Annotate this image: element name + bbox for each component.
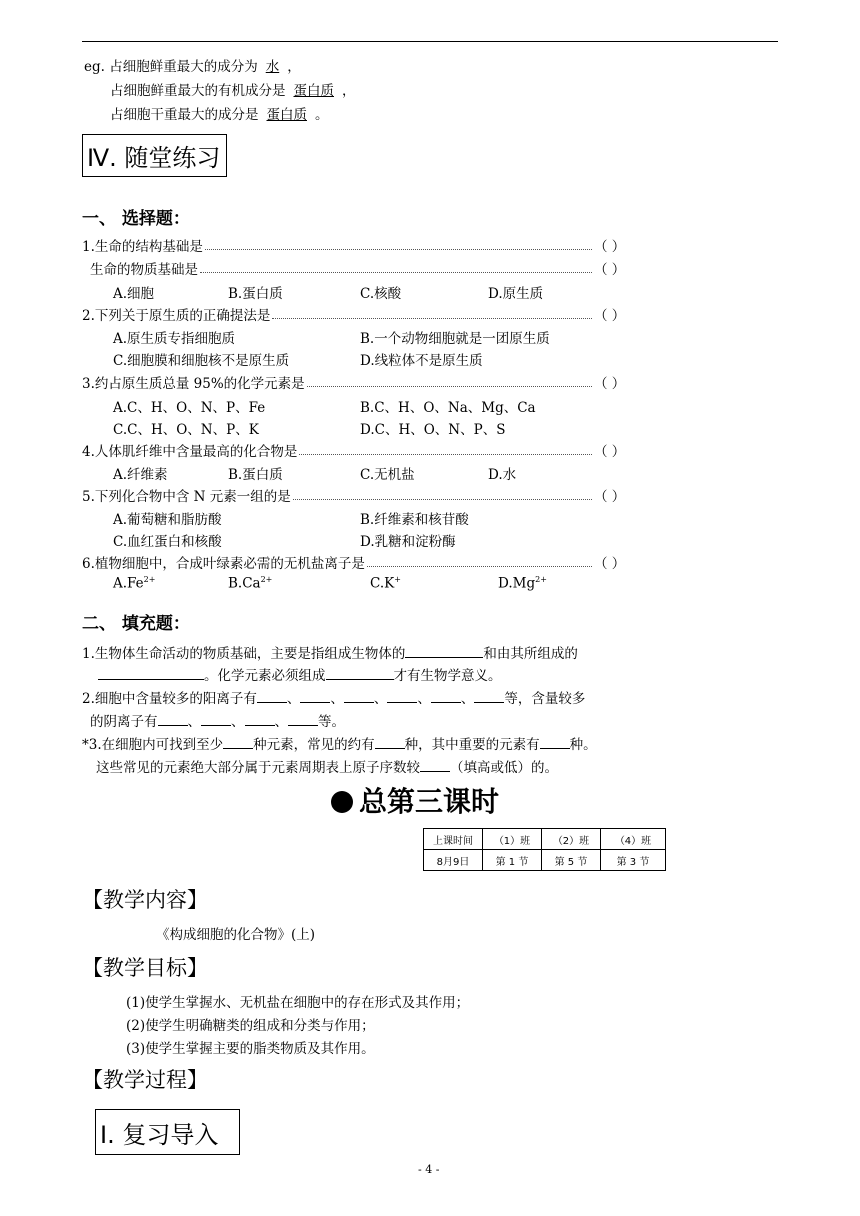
option: $B.Ca^{2+}$ (228, 575, 273, 592)
option: B.C、H、O、Na、Mg、Ca (360, 400, 536, 416)
table-cell: 上课时间 (424, 829, 483, 850)
answer-parens: （ ） (594, 444, 626, 460)
fill-2a: 2.细胞中含量较多的阳离子有 、 、 、 、 、 等，含量较多 (82, 687, 585, 707)
table-cell: （1）班 (483, 829, 542, 850)
option: D.C、H、O、N、P、S (360, 422, 506, 438)
table-row (424, 829, 666, 850)
content-text: 《构成细胞的化合物》(上) (156, 927, 316, 943)
option: D.水 (488, 467, 517, 483)
section-title: Ⅰ. 复习导入 (100, 1120, 219, 1149)
answer: 水 (265, 59, 280, 75)
question-text: 4.人体肌纤维中含量最高的化合物是 (82, 444, 298, 460)
goal-item: (1)使学生掌握水、无机盐在细胞中的存在形式及其作用； (126, 995, 470, 1011)
intro-text: eg. 占细胞鲜重最大的成分为 (84, 59, 258, 75)
table-cell: （4）班 (601, 829, 666, 850)
fill-1a: 1.生物体生命活动的物质基础，主要是指组成生物体的 和由其所组成的 (82, 642, 578, 662)
table-cell: （2）班 (542, 829, 601, 850)
question-1a (82, 235, 642, 255)
intro-text: 占细胞干重最大的成分是 (110, 107, 259, 123)
answer-parens: （ ） (594, 239, 626, 255)
section-title-box (95, 1109, 240, 1155)
table-cell: 8月9日 (424, 850, 483, 871)
question-text: 2.下列关于原生质的正确提法是 (82, 308, 271, 324)
answer-parens: （ ） (594, 262, 626, 278)
option: C.C、H、O、N、P、K (113, 422, 259, 438)
answer-parens: （ ） (594, 556, 626, 572)
header-rule (82, 41, 778, 42)
leader-dots (200, 264, 592, 273)
option: C.细胞膜和细胞核不是原生质 (113, 353, 290, 369)
intro-text: 占细胞鲜重最大的有机成分是 (110, 83, 286, 99)
option: A.葡萄糖和脂肪酸 (113, 512, 222, 528)
process-heading: 【教学过程】 (82, 1068, 208, 1092)
option: B.一个动物细胞就是一团原生质 (360, 331, 550, 347)
lesson-title: 总第三课时 (331, 780, 499, 820)
table-row (424, 850, 666, 871)
question-2 (82, 304, 642, 324)
question-6 (82, 552, 642, 572)
leader-dots (367, 558, 592, 567)
punct: ， (342, 83, 356, 99)
option: B.纤维素和核苷酸 (360, 512, 469, 528)
leader-dots (307, 378, 592, 387)
answer: 蛋白质 (266, 107, 307, 123)
option: A.纤维素 (113, 467, 168, 483)
goals-heading: 【教学目标】 (82, 956, 208, 980)
section-title-box (82, 134, 227, 177)
question-text: 1.生命的结构基础是 (82, 239, 203, 255)
intro-line-2 (110, 79, 356, 99)
page-number: - 4 - (418, 1163, 440, 1176)
option: C.血红蛋白和核酸 (113, 534, 222, 550)
part-heading-choice: 一、 选择题： (82, 209, 190, 229)
punct: 。 (315, 107, 329, 123)
answer: 蛋白质 (293, 83, 334, 99)
option: B.蛋白质 (228, 467, 283, 483)
option: D.原生质 (488, 286, 544, 302)
question-1b (90, 258, 642, 278)
question-text: 5.下列化合物中含 N 元素一组的是 (82, 489, 291, 505)
option: C.核酸 (360, 286, 402, 302)
table-cell: 第 1 节 (483, 850, 542, 871)
punct: ， (287, 59, 301, 75)
option: B.蛋白质 (228, 286, 283, 302)
fill-1b: 。化学元素必须组成 才有生物学意义。 (98, 664, 502, 684)
question-text: 6.植物细胞中，合成叶绿素必需的无机盐离子是 (82, 556, 365, 572)
option: D.乳糖和淀粉酶 (360, 534, 456, 550)
answer-parens: （ ） (594, 308, 626, 324)
answer-parens: （ ） (594, 489, 626, 505)
goal-item: (3)使学生掌握主要的脂类物质及其作用。 (126, 1041, 375, 1057)
option: A.C、H、O、N、P、Fe (113, 400, 266, 416)
leader-dots (205, 241, 592, 250)
fill-3b: 这些常见的元素绝大部分属于元素周期表上原子序数较 （填高或低）的。 (96, 756, 558, 776)
option: C.K+ (370, 575, 401, 592)
content-heading: 【教学内容】 (82, 888, 208, 912)
question-5 (82, 485, 642, 505)
question-text: 生命的物质基础是 (90, 262, 198, 278)
question-text: 3.约占原生质总量 95%的化学元素是 (82, 376, 305, 392)
question-4 (82, 440, 642, 460)
fill-2b: 的阴离子有 、 、 、 等。 (90, 710, 345, 730)
section-title: Ⅳ. 随堂练习 (87, 144, 221, 172)
leader-dots (272, 310, 592, 319)
bullet-dot-icon (331, 791, 353, 813)
leader-dots (299, 446, 592, 455)
option: A.原生质专指细胞质 (113, 331, 236, 347)
table-cell: 第 5 节 (542, 850, 601, 871)
option: C.无机盐 (360, 467, 415, 483)
option: $D.Mg^{2+}$ (498, 575, 547, 592)
intro-line-1 (84, 55, 301, 75)
question-3 (82, 372, 642, 392)
option: D.线粒体不是原生质 (360, 353, 483, 369)
option: A.细胞 (113, 286, 155, 302)
goal-item: (2)使学生明确糖类的组成和分类与作用； (126, 1018, 375, 1034)
part-heading-fill: 二、 填充题： (82, 614, 190, 634)
intro-line-3 (110, 103, 329, 123)
fill-3a: *3.在细胞内可找到至少 种元素，常见的约有 种，其中重要的元素有 种。 (82, 733, 597, 753)
leader-dots (293, 491, 592, 500)
option: $A.Fe^{2+}$ (113, 575, 156, 592)
schedule-table (423, 828, 666, 871)
answer-parens: （ ） (594, 376, 626, 392)
table-cell: 第 3 节 (601, 850, 666, 871)
